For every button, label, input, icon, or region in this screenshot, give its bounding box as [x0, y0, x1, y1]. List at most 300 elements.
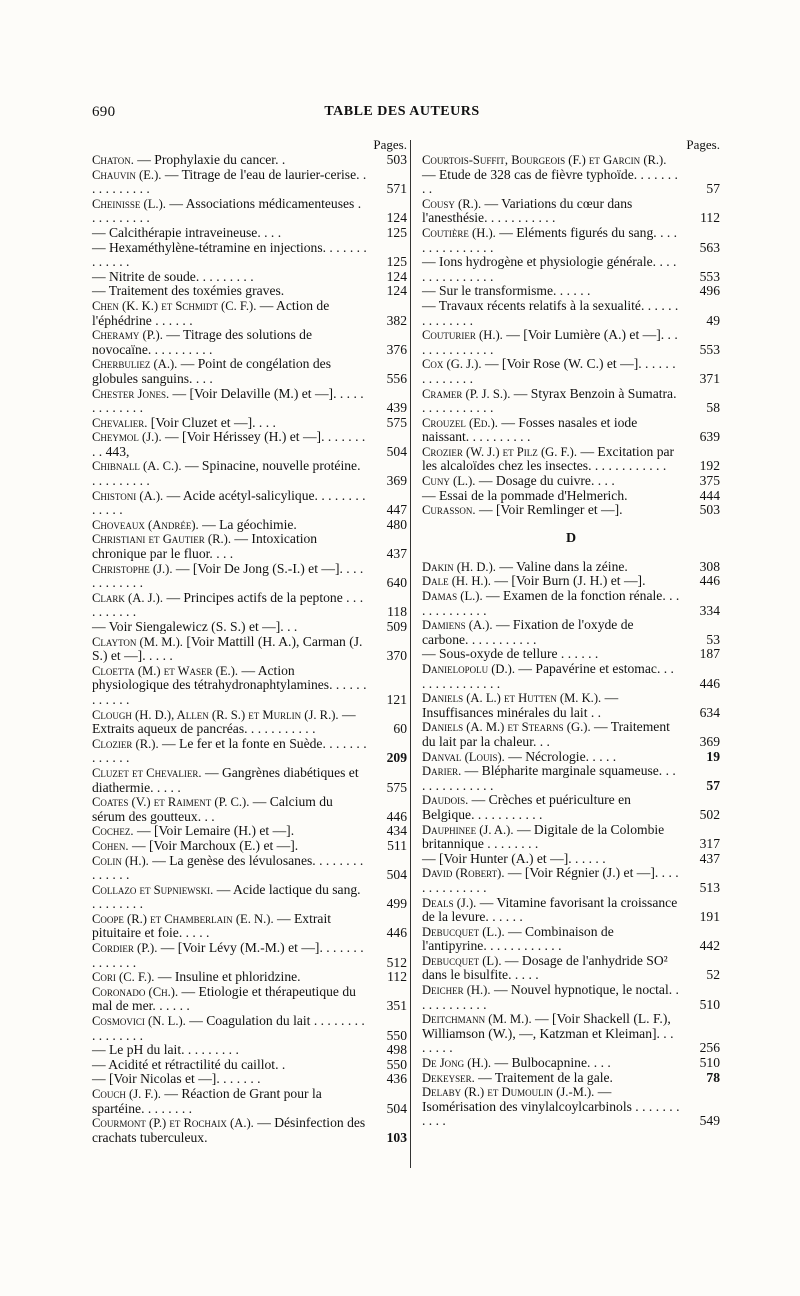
page-ref: 112 [700, 210, 720, 226]
entry-title: — [Voir Hérissey (H.) et —]. . . . . . . . . 443, [92, 429, 366, 459]
page-ref: 550 [386, 1056, 407, 1072]
author-name: Cloetta (M.) et Waser (E.). [92, 663, 239, 678]
author-name: Cohen. [92, 838, 129, 853]
author-name: Cluzet et Chevalier. [92, 765, 202, 780]
index-entry [422, 691, 720, 720]
index-entry [92, 985, 407, 1014]
author-name: Curasson. [422, 503, 476, 518]
entry-title: — [Voir De Jong (S.-I.) et —]. . . . . . . . . . . . [92, 560, 364, 591]
author-name: Deicher (H.). [422, 983, 491, 998]
entry-title: — Travaux récents relatifs à la sexualité. . . . . . . . . . . . . . [422, 297, 679, 328]
page-ref: 503 [699, 502, 720, 518]
entry-title: — Calcithérapie intraveineuse. . . . [92, 224, 282, 240]
index-entry [422, 896, 720, 925]
entry-title: — Insuline et phloridzine. [157, 969, 301, 985]
entry-title: — [Voir Delaville (M.) et —]. . . . . . . . . . . . . [92, 385, 364, 416]
index-entry [92, 1087, 407, 1116]
page-ref: 512 [386, 954, 407, 970]
entry-title: — [Voir Régnier (J.) et —]. . . . . . . . . . . . . . [422, 865, 679, 895]
entry-title: — Traitement des toxémies graves. [92, 283, 285, 299]
page-ref: 49 [706, 312, 720, 328]
author-name: Coates (V.) et Raiment (P. C.). [92, 795, 250, 810]
author-name: Debucquet (L.). [422, 924, 505, 939]
author-name: Cherbuliez (A.). [92, 357, 178, 372]
author-name: Crouzel (Ed.). [422, 415, 498, 430]
page-ref: 503 [386, 152, 407, 167]
page-ref: 446 [386, 925, 407, 941]
author-name: Cheramy (P.). [92, 328, 163, 343]
page-ref: 439 [386, 400, 407, 416]
entry-title: — Hexaméthylène-tétramine en injections. . . . . . . . . . . . . [92, 239, 367, 270]
entry-title: — Traitement de la gale. [478, 1069, 613, 1085]
entry-title: — Le fer et la fonte en Suède. . . . . . . . . . . . . [92, 735, 367, 766]
entry-title: — Acide lactique du sang. . . . . . . . . [92, 881, 361, 912]
index-entry [92, 387, 407, 416]
author-name: Cosmovici (N. L.). [92, 1014, 186, 1029]
author-name: Clayton (M. M.). [92, 634, 183, 649]
author-name: Crozier (W. J.) et Pilz (G. F.). [422, 444, 578, 459]
page-ref: 480 [386, 516, 407, 532]
index-entry [92, 912, 407, 941]
index-entry [422, 445, 720, 474]
index-entry [92, 562, 407, 591]
author-name: Chevalier. [92, 415, 148, 430]
entry-title: — La genèse des lévulosanes. . . . . . . . . . . . . . [92, 852, 364, 883]
page-ref: 442 [699, 938, 720, 954]
entry-title: — [Voir Lévy (M.-M.) et —]. . . . . . . . . . . . . . [92, 940, 364, 970]
index-entry [422, 823, 720, 852]
page-ref: 369 [386, 473, 407, 489]
page-ref: 509 [386, 619, 407, 634]
index-entry [422, 226, 720, 255]
entry-title: — Acide acétyl-salicylique. . . . . . . . . . . . . [92, 487, 366, 518]
page-ref: 351 [386, 998, 407, 1014]
author-name: Dekeyser. [422, 1070, 475, 1085]
index-entry [422, 793, 720, 822]
entry-title: — [Voir Hunter (A.) et —]. . . . . . [422, 850, 606, 866]
author-name: Chester Jones. [92, 386, 170, 401]
author-name: Delaby (R.) et Dumoulin (J.-M.). [422, 1085, 595, 1100]
entry-title: — Prophylaxie du cancer. . [137, 152, 286, 167]
entry-title: — La géochimie. [202, 516, 297, 532]
entry-title: — Calcium du sérum des goutteux. . . [92, 794, 333, 824]
entry-title: — Ions hydrogène et physiologie générale. . . . . . . . . . . . . . . [422, 254, 677, 284]
page-ref: 57 [706, 181, 720, 197]
page-ref: 436 [386, 1071, 407, 1087]
entry-title: — Valine dans la zéine. [499, 558, 628, 574]
page-ref: 53 [706, 631, 720, 647]
entry-title: — Nouvel hypnotique, le noctal. . . . . . . . . . . . [422, 982, 679, 1012]
author-name: David (Robert). [422, 866, 505, 881]
index-entry [422, 197, 720, 226]
page-ref: 437 [386, 546, 407, 562]
entry-title: — Sur le transformisme. . . . . . [422, 283, 591, 299]
author-name: Chistoni (A.). [92, 488, 164, 503]
index-entry [92, 824, 407, 839]
author-name: Cuny (L.). [422, 474, 476, 489]
page-ref: 556 [386, 370, 407, 386]
entry-title: — Traitement du lait par la chaleur. . . [422, 719, 670, 749]
author-name: Chauvin (E.). [92, 167, 162, 182]
entry-title: — Combinaison de l'antipyrine. . . . . . . . . . . . [422, 923, 614, 954]
index-entry [92, 168, 407, 197]
author-name: Collazo et Supniewski. [92, 882, 214, 897]
author-name: Dakin (H. D.). [422, 559, 496, 574]
page-ref: 209 [386, 750, 407, 766]
page-ref: 496 [699, 283, 720, 299]
entry-title: — Essai de la pommade d'Helmerich. [422, 487, 628, 503]
right-column [422, 138, 720, 1129]
index-entry [422, 328, 720, 357]
entry-title: — [Voir Lumière (A.) et —]. . . . . . . . . . . . . . [422, 327, 678, 357]
index-entry [422, 662, 720, 691]
index-entry [92, 591, 407, 620]
author-name: Daudois. [422, 793, 469, 808]
page-ref: 118 [387, 604, 407, 620]
page-ref: 369 [699, 733, 720, 749]
author-name: Clozier (R.). [92, 736, 159, 751]
page-ref: 370 [386, 648, 407, 664]
page-ref: 504 [386, 1100, 407, 1116]
index-entry [422, 1071, 720, 1086]
entry-title: — Nitrite de soude. . . . . . . . . [92, 268, 254, 284]
page-ref: 125 [386, 224, 407, 240]
entry-title: — Action de l'éphédrine . . . . . . [92, 297, 330, 328]
index-entry [422, 720, 720, 749]
page-ref: 78 [706, 1069, 720, 1085]
author-name: Coope (R.) et Chamberlain (E. N.). [92, 911, 274, 926]
author-name: Cochez. [92, 824, 134, 839]
author-name: Christophe (J.). [92, 561, 173, 576]
entry-title: — Eléments figurés du sang. . . . . . . . . . . . . . . [422, 224, 678, 255]
index-entry [422, 574, 720, 589]
page-ref: 553 [699, 268, 720, 284]
index-entry [422, 1056, 720, 1071]
page-ref: 504 [386, 443, 407, 459]
index-entry [422, 474, 720, 489]
index-entry [422, 983, 720, 1012]
entry-title: — Extraits aqueux de pancréas. . . . . . . . . . . [92, 706, 356, 737]
entry-title: — Examen de la fonction rénale. . . . . . . . . . . . . [422, 588, 680, 618]
author-name: Cramer (P. J. S.). [422, 386, 511, 401]
index-entry [422, 764, 720, 793]
page-ref: 124 [386, 283, 407, 299]
entry-title: — Nécrologie. . . . . [508, 748, 617, 764]
page-ref: 308 [699, 558, 720, 574]
index-entry [92, 854, 407, 883]
index-entry [422, 1012, 720, 1056]
index-entry [92, 1014, 407, 1043]
index-entry [92, 197, 407, 226]
index-entry [92, 1058, 407, 1073]
author-name: Colin (H.). [92, 853, 149, 868]
page-ref: 444 [699, 487, 720, 503]
author-name: Cousy (R.). [422, 196, 482, 211]
page-ref: 575 [386, 779, 407, 795]
index-entry [92, 299, 407, 328]
page-ref: 498 [386, 1042, 407, 1058]
entry-title: — [Voir Rose (W. C.) et —]. . . . . . . . . . . . . . [422, 356, 676, 386]
author-name: Danielopolu (D.). [422, 662, 516, 676]
author-name: Dauphinee (J. A.). [422, 822, 514, 837]
entry-title: — Digitale de la Colombie britannique . . . . . . . . [422, 821, 665, 852]
index-entry [422, 1085, 720, 1129]
index-entry [92, 430, 407, 459]
index-entry [92, 839, 407, 854]
entry-title: — Intoxication chronique par le fluor. . . . [92, 531, 318, 562]
right-entry-list-d [422, 560, 720, 1129]
entry-title: — Variations du cœur dans l'anesthésie. . . . . . . . . . . [422, 195, 633, 226]
entry-title: — Action physiologique des tétrahydronaphtylamines. . . . . . . . . . . . [92, 662, 367, 707]
page-ref: 502 [699, 806, 720, 822]
index-entry [422, 153, 720, 197]
page-ref: 639 [699, 429, 720, 445]
page-ref: 192 [699, 458, 720, 474]
column-divider [410, 140, 411, 1168]
index-entry [92, 664, 407, 708]
entry-title: — Isomérisation des vinylalcoylcarbinols . . . . . . . . . . . [422, 1084, 680, 1129]
index-entry [422, 489, 720, 504]
entry-title: — Coagulation du lait . . . . . . . . . . . . . . . . [92, 1013, 365, 1043]
index-entry [92, 883, 407, 912]
index-entry [422, 387, 720, 416]
page-ref: 375 [699, 473, 720, 489]
section-letter-d: D [565, 530, 577, 546]
index-entry [92, 620, 407, 635]
author-name: Clark (A. J.). [92, 590, 164, 605]
index-entry [92, 153, 407, 168]
entry-title: — Excitation par les alcaloïdes chez les insectes. . . . . . . . . . . . [422, 443, 675, 474]
entry-title: — Blépharite marginale squameuse. . . . . . . . . . . . . . [422, 763, 676, 793]
index-entry [422, 954, 720, 983]
index-entry [92, 795, 407, 824]
page-ref: 187 [699, 646, 720, 662]
entry-title: — Désinfection des crachats tuberculeux. [92, 1115, 366, 1145]
page-ref: 19 [706, 748, 720, 764]
author-name: Cordier (P.). [92, 941, 158, 956]
entry-title: [Voir Mattill (H. A.), Carman (J. S.) et —]. . . . . [92, 633, 363, 664]
index-entry [422, 255, 720, 284]
page-ref: 317 [699, 836, 720, 852]
page-ref: 437 [699, 850, 720, 866]
author-name: Dale (H. H.). [422, 574, 491, 589]
entry-title: — Titrage de l'eau de laurier-cerise. . . . . . . . . . . [92, 166, 367, 197]
page-ref: 447 [386, 502, 407, 518]
index-entry [92, 459, 407, 488]
index-entry [422, 589, 720, 618]
author-name: Debucquet (L). [422, 953, 502, 968]
entry-title: — Dosage du cuivre. . . . [478, 473, 615, 489]
page-ref: 510 [699, 996, 720, 1012]
entry-title: — Principes actifs de la peptone . . . . . . . . . . [92, 589, 364, 620]
author-name: Cori (C. F.). [92, 970, 155, 985]
index-entry [92, 518, 407, 533]
entry-title: — Réaction de Grant pour la spartéine. . . . . . . . [92, 1086, 322, 1116]
index-entry [92, 635, 407, 664]
author-name: Chen (K. K.) et Schmidt (C. F.). [92, 298, 257, 313]
page-ref: 60 [393, 721, 407, 737]
entry-title: — [Voir Lemaire (H.) et —]. [136, 823, 295, 839]
entry-title: — Insuffisances minérales du lait . . [422, 690, 619, 720]
index-entry [92, 766, 407, 795]
index-entry [92, 270, 407, 285]
page-ref: 52 [706, 967, 720, 983]
page-ref: 371 [699, 370, 720, 386]
entry-title: — Point de congélation des globules sanguins. . . . [92, 356, 331, 386]
entry-title: — Titrage des solutions de novocaïne. . . . . . . . . . [92, 327, 313, 357]
index-entry [92, 1072, 407, 1087]
page-ref: 434 [386, 823, 407, 839]
page-title: TABLE DES AUTEURS [324, 104, 480, 119]
index-entry [422, 852, 720, 867]
page-ref: 549 [699, 1113, 720, 1129]
entry-title: — Fosses nasales et iode naissant. . . . . . . . . . [422, 414, 638, 445]
index-entry [92, 241, 407, 270]
author-name: Damas (L.). [422, 589, 483, 604]
index-entry [422, 750, 720, 765]
index-entry [92, 284, 407, 299]
entry-title: — Fixation de l'oxyde de carbone. . . . . . . . . . . [422, 617, 634, 647]
page-ref: 125 [386, 254, 407, 270]
page-ref: 575 [386, 414, 407, 430]
index-entry [92, 416, 407, 431]
author-name: Christiani et Gautier (R.). [92, 532, 232, 547]
author-name: Deitchmann (M. M.). [422, 1012, 532, 1027]
entry-title: — Dosage de l'anhydride SO² dans le bisulfite. . . . . [422, 952, 668, 983]
author-name: Clough (H. D.), Allen (R. S.) et Murlin (J. R.). [92, 707, 339, 722]
page-ref: 446 [699, 573, 720, 589]
pages-label: Pages. [373, 137, 407, 152]
page-ref: 634 [699, 704, 720, 720]
author-name: Couturier (H.). [422, 328, 503, 343]
page-number: 690 [92, 104, 116, 120]
entry-title: — Papavérine et estomac. . . . . . . . . . . . . . . [422, 661, 674, 691]
index-entry [92, 489, 407, 518]
page-ref: 550 [386, 1027, 407, 1043]
author-name: Courtois-Suffit, Bourgeois (F.) et Garcin (R.). [422, 153, 667, 167]
index-entry [92, 1043, 407, 1058]
entry-title: — [Voir Marchoux (E.) et —]. [131, 837, 299, 853]
author-name: Chaton. [92, 153, 134, 167]
entry-title: — Acidité et rétractilité du caillot. . [92, 1056, 286, 1072]
page-ref: 121 [386, 691, 407, 707]
page-ref: 376 [386, 341, 407, 357]
author-name: Cheinisse (L.). [92, 196, 166, 211]
author-name: Damiens (A.). [422, 618, 493, 633]
index-entry [92, 970, 407, 985]
entry-title: — Crèches et puériculture en Belgique. . . . . . . . . . . [422, 792, 631, 822]
index-entry [92, 357, 407, 386]
entry-title: — Voir Siengalewicz (S. S.) et —]. . . [92, 619, 298, 634]
index-entry [422, 866, 720, 895]
index-entry [422, 503, 720, 518]
entry-title: — Sous-oxyde de tellure . . . . . . [422, 646, 599, 662]
page-ref: 58 [706, 400, 720, 416]
page-ref: 571 [386, 181, 407, 197]
left-column [92, 138, 407, 1145]
index-entry [92, 532, 407, 561]
page-ref: 382 [386, 312, 407, 328]
entry-title: — [Voir Remlinger et —]. [478, 502, 623, 518]
entry-title: — [Voir Burn (J. H.) et —]. [494, 573, 646, 589]
page-ref: 504 [386, 867, 407, 883]
page-ref: 124 [386, 210, 407, 226]
author-name: Choveaux (Andrée). [92, 517, 199, 532]
page-ref: 103 [386, 1129, 407, 1145]
left-entry-list [92, 153, 407, 1145]
entry-title: — Bulbocapnine. . . . [494, 1055, 611, 1071]
index-entry [422, 560, 720, 575]
entry-title: — Vitamine favorisant la croissance de la levure. . . . . . [422, 894, 678, 925]
page-ref: 446 [699, 675, 720, 691]
author-name: Couch (J. F.). [92, 1087, 161, 1101]
author-name: Daniels (A. L.) et Hutten (M. K.). [422, 691, 602, 706]
entry-title: — Etude de 328 cas de fièvre typhoïde. . . . . . . . . [422, 166, 678, 197]
author-name: Daniels (A. M.) et Stearns (G.). [422, 720, 591, 735]
author-name: Courmont (P.) et Rochaix (A.). [92, 1116, 254, 1131]
index-entry [422, 357, 720, 386]
page-ref: 256 [699, 1040, 720, 1056]
author-name: Cheymol (J.). [92, 430, 162, 445]
index-entry [422, 618, 720, 647]
page-ref: 513 [699, 879, 720, 895]
index-entry [422, 416, 720, 445]
index-entry [92, 328, 407, 357]
entry-title: — Etiologie et thérapeutique du mal de mer. . . . . . [92, 983, 356, 1014]
page-ref: 112 [387, 969, 407, 985]
page-ref: 446 [386, 808, 407, 824]
author-name: Cox (G. J.). [422, 357, 482, 372]
page-ref: 124 [386, 268, 407, 284]
entry-title: — Extrait pituitaire et foie. . . . . [92, 910, 331, 941]
author-name: Darier. [422, 764, 462, 779]
entry-title: — [Voir Shackell (L. F.), Williamson (W.), —, Katzman et Kleiman]. . . . . . . . [422, 1011, 674, 1056]
page-ref: 510 [699, 1055, 720, 1071]
index-entry [422, 284, 720, 299]
index-entry [422, 647, 720, 662]
index-entry [92, 226, 407, 241]
entry-title: — Gangrènes diabétiques et diathermie. . . . . [92, 764, 359, 795]
page-ref: 57 [706, 777, 720, 793]
index-entry [92, 737, 407, 766]
right-entry-list [422, 153, 720, 518]
entry-title: — Associations médicamenteuses . . . . . . . . . . [92, 195, 362, 226]
pages-label: Pages. [686, 137, 720, 152]
author-name: Coutière (H.). [422, 225, 496, 240]
page-header [92, 104, 712, 124]
index-entry [422, 925, 720, 954]
author-name: De Jong (H.). [422, 1056, 492, 1071]
page-ref: 334 [699, 602, 720, 618]
page-ref: 553 [699, 341, 720, 357]
page-ref: 640 [386, 575, 407, 591]
entry-title: — Le pH du lait. . . . . . . . . [92, 1042, 239, 1058]
page-ref: 563 [699, 239, 720, 255]
entry-title: — Styrax Benzoin à Sumatra. . . . . . . . . . . . [422, 385, 677, 416]
index-entry [422, 299, 720, 328]
author-name: Chibnall (A. C.). [92, 459, 182, 474]
entry-title: — Spinacine, nouvelle protéine. . . . . . . . . . [92, 458, 361, 489]
author-name: Danval (Louis). [422, 749, 505, 764]
index-entry [92, 708, 407, 737]
page-ref: 499 [386, 896, 407, 912]
page-ref: 511 [387, 837, 407, 853]
entry-title: — [Voir Nicolas et —]. . . . . . . [92, 1071, 261, 1087]
index-entry [92, 941, 407, 970]
author-name: Deals (J.). [422, 895, 477, 910]
entry-title: [Voir Cluzet et —]. . . . [150, 414, 276, 430]
index-entry [92, 1116, 407, 1145]
